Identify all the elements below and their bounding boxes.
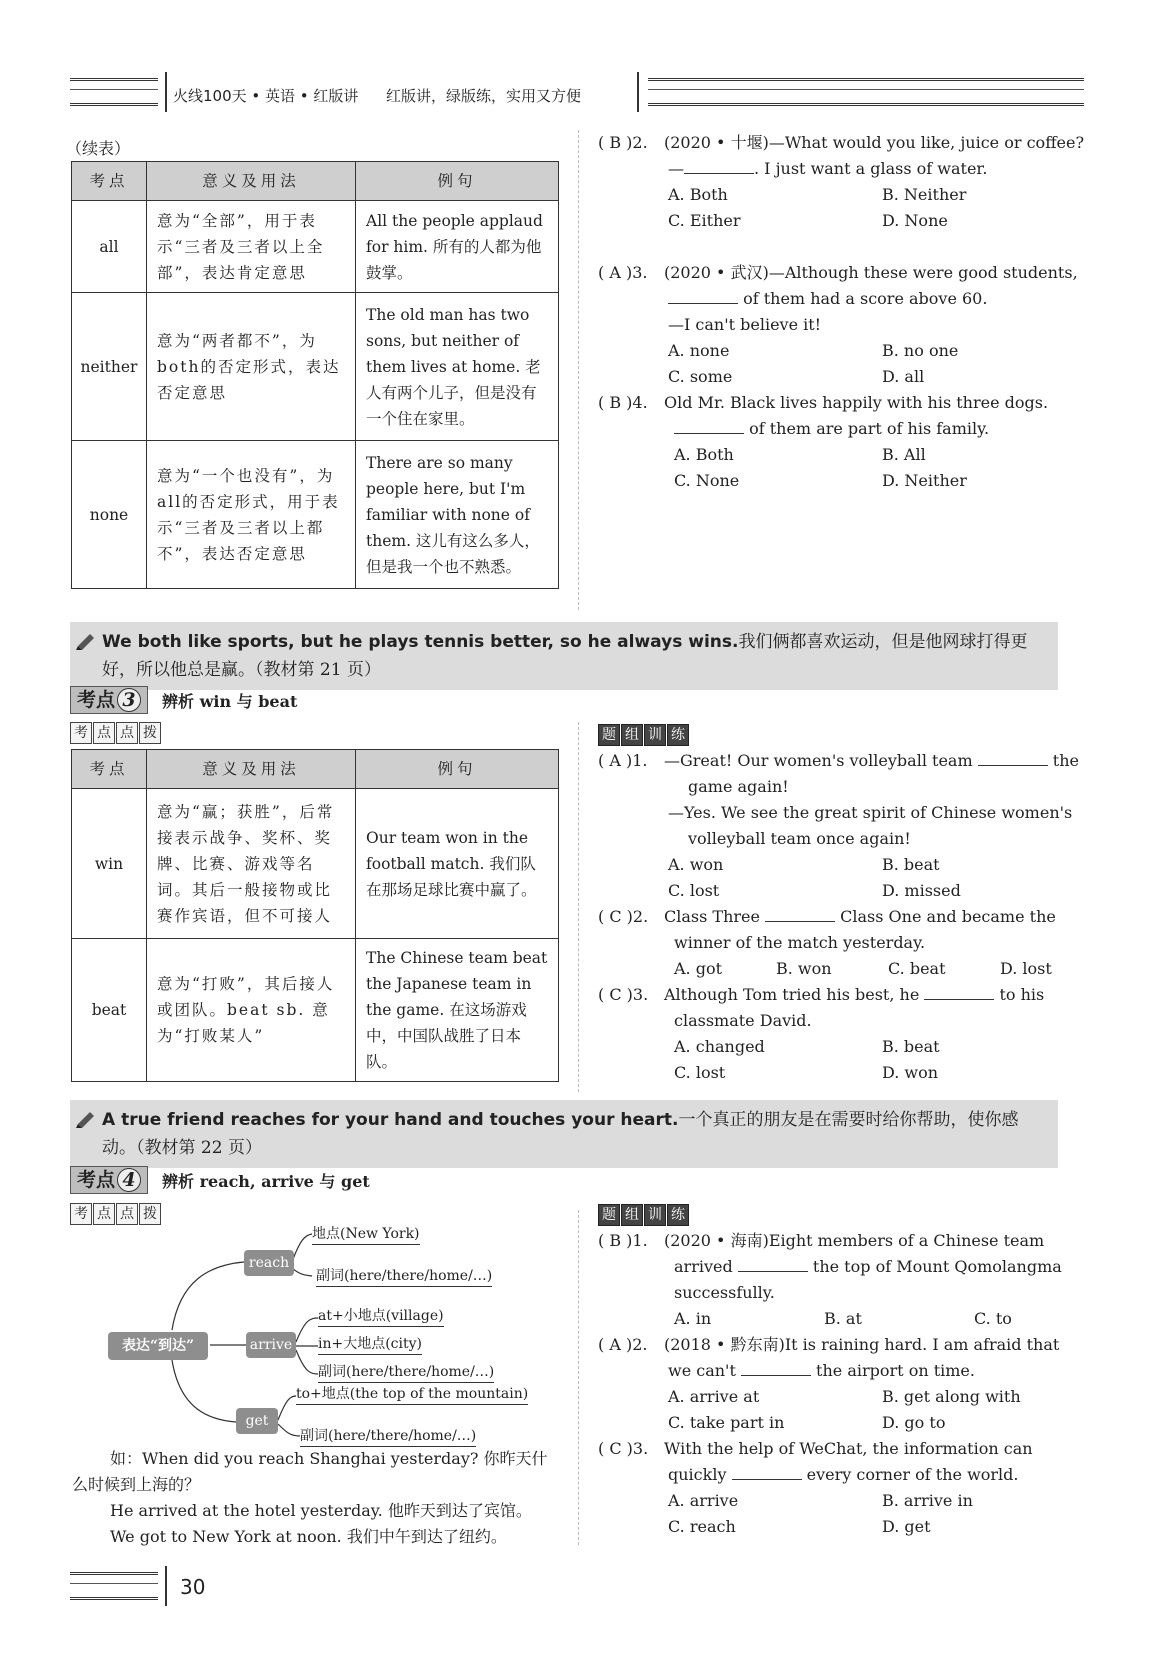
kaodian-label: 考点 3: [70, 686, 148, 714]
options-row: A. Both B. All: [674, 445, 926, 464]
options-row: A. arrive B. arrive in: [668, 1491, 973, 1510]
mindmap-leaf: in+大地点(city): [318, 1334, 422, 1355]
quiz3-item: ( A )2. (2018 • 黔东南)It is raining hard. I am afraid that we can't the airport on time. A. arrive at B. get along with C. take part in D. go to: [598, 1332, 1088, 1436]
options-row: C. lost D. missed: [668, 881, 961, 900]
quiz1-item: ( B )4. Old Mr. Black lives happily with his three dogs. of them are part of his family. A. Both B. All C. None D. Neither: [598, 390, 1088, 494]
options-row: C. lost D. won: [674, 1063, 939, 1082]
table-row-example: Our team won in the football match. 我们队在那场足球比赛中赢了。: [356, 789, 559, 939]
table-header-example: 例句: [356, 750, 559, 789]
tag-kaodian-dianbo: 考 点 点 拨: [70, 1203, 162, 1225]
table-row-word: beat: [72, 939, 147, 1082]
example-line: We got to New York at noon. 我们中午到达了纽约。: [110, 1527, 507, 1546]
footer-divider: [165, 1566, 167, 1606]
table-row-example: There are so many people here, but I'm familiar with none of them. 这儿有这么多人，但是我一个也不熟悉。: [356, 441, 559, 589]
quiz2-item: ( C )3. Although Tom tried his best, he to his classmate David. A. changed B. beat C. lost D. won: [598, 982, 1088, 1086]
mindmap-leaf: to+地点(the top of the mountain): [296, 1384, 528, 1405]
quiz2-item: ( C )2. Class Three Class One and became the winner of the match yesterday. A. got B. won C. beat D. lost: [598, 904, 1088, 982]
answer-mark: C: [609, 985, 622, 1004]
options-row: A. changed B. beat: [674, 1037, 940, 1056]
kaodian-title: 辨析 win 与 beat: [162, 691, 298, 711]
options-row: A. in B. at C. to: [674, 1309, 1012, 1328]
table-row-usage: 意为“全部”，用于表示“三者及三者以上全部”，表达肯定意思: [147, 201, 356, 293]
mindmap-node-get: get: [236, 1408, 278, 1434]
mindmap-leaf: 副词(here/there/home/…): [316, 1266, 492, 1287]
options-row: C. reach D. get: [668, 1517, 931, 1536]
question-stem: Old Mr. Black lives happily with his three dogs.: [664, 393, 1049, 412]
page-number: 30: [180, 1575, 206, 1599]
example-line: 如：When did you reach Shanghai yesterday? 你昨天什: [110, 1449, 548, 1468]
options-row: C. some D. all: [668, 367, 925, 386]
table-header-point: 考点: [72, 162, 147, 201]
answer-mark: A: [609, 1335, 621, 1354]
quiz3-item: ( C )3. With the help of WeChat, the information can quickly every corner of the world. A. arrive B. arrive in C. reach D. get: [598, 1436, 1088, 1540]
table-row-word: none: [72, 441, 147, 589]
mindmap-root: 表达“到达”: [108, 1332, 208, 1360]
tag-kaodian-dianbo: 考 点 点 拨: [70, 722, 162, 744]
table-header-example: 例句: [356, 162, 559, 201]
table-row-example: The old man has two sons, but neither of them lives at home. 老人有两个儿子，但是没有一个住在家里。: [356, 293, 559, 441]
answer-mark: A: [609, 751, 621, 770]
footer-rule: [70, 1572, 158, 1600]
tag-tizu-xunlian: 题 组 训 练: [598, 1204, 690, 1226]
quiz2-item: ( A )1. —Great! Our women's volleyball team the game again! —Yes. We see the great spirit of Chinese women's volleyball team once again! A. won B. beat C. lost D. missed: [598, 748, 1088, 904]
quiz1-item: ( B )2. (2020 • 十堰)—What would you like, juice or coffee? — . I just want a glass of water. A. Both B. Neither C. Either D. None: [598, 130, 1088, 234]
table-row-word: win: [72, 789, 147, 939]
table-row-example: All the people applaud for him. 所有的人都为他鼓掌。: [356, 201, 559, 293]
options-row: A. Both B. Neither: [668, 185, 967, 204]
question-stem: (2020 • 十堰)—What would you like, juice or coffee?: [664, 133, 1085, 152]
quiz3-item: ( B )1. (2020 • 海南)Eight members of a Chinese team arrived the top of Mount Qomolangma successfully. A. in B. at C. to: [598, 1228, 1088, 1332]
mindmap-leaf: 副词(here/there/home/…): [300, 1426, 476, 1447]
options-row: C. None D. Neither: [674, 471, 967, 490]
banner-english: A true friend reaches for your hand and touches your heart.: [102, 1110, 679, 1130]
options-row: A. arrive at B. get along with: [668, 1387, 1021, 1406]
question-stem: (2020 • 武汉)—Although these were good students,: [664, 263, 1078, 282]
table-row-example: The Chinese team beat the Japanese team in the game. 在这场游戏中，中国队战胜了日本队。: [356, 939, 559, 1082]
options-row: A. won B. beat: [668, 855, 940, 874]
options-row: A. got B. won C. beat D. lost: [674, 959, 1052, 978]
table-header-usage: 意义及用法: [147, 162, 356, 201]
kaodian-label: 考点 4: [70, 1166, 148, 1194]
mindmap-node-arrive: arrive: [246, 1332, 296, 1358]
table-header-usage: 意义及用法: [147, 750, 356, 789]
answer-mark: B: [609, 1231, 622, 1250]
tag-tizu-xunlian: 题 组 训 练: [598, 724, 690, 746]
kaodian-number: 4: [117, 1168, 141, 1192]
kaodian-title: 辨析 reach, arrive 与 get: [162, 1171, 370, 1191]
answer-mark: A: [609, 263, 621, 282]
answer-mark: B: [609, 133, 622, 152]
answer-mark: C: [609, 1439, 622, 1458]
answer-blank: [738, 1255, 808, 1272]
table-row-word: neither: [72, 293, 147, 441]
banner-chinese: 我们俩都喜欢运动，但是他网球打得更好，所以他总是赢。（教材第 21 页）: [102, 632, 1028, 680]
answer-blank: [732, 1463, 802, 1480]
mindmap-leaf: 副词(here/there/home/…): [318, 1362, 494, 1383]
table-row-usage: 意为“一个也没有”，为all的否定形式，用于表示“三者及三者以上都不”，表达否定意思: [147, 441, 356, 589]
mindmap-leaf: 地点(New York): [312, 1224, 420, 1245]
table-row-usage: 意为“打败”，其后接人或团队。beat sb. 意为“打败某人”: [147, 939, 356, 1082]
mindmap-node-reach: reach: [244, 1250, 294, 1276]
options-row: C. take part in D. go to: [668, 1413, 946, 1432]
mindmap-leaf: at+小地点(village): [318, 1306, 444, 1327]
header-slogan: 红版讲，绿版练，实用又方便: [386, 87, 582, 105]
answer-mark: C: [609, 907, 622, 926]
book-title: 火线100天 • 英语 • 红版讲: [173, 87, 359, 105]
table-row-usage: 意为“赢；获胜”，后常接表示战争、奖杯、奖牌、比赛、游戏等名词。其后一般接物或比赛作宾语，但不可接人: [147, 789, 356, 939]
banner-english: We both like sports, but he plays tennis better, so he always wins.: [102, 632, 739, 652]
table-header-point: 考点: [72, 750, 147, 789]
continued-label: （续表）: [66, 139, 131, 158]
answer-mark: B: [609, 393, 622, 412]
example-line: He arrived at the hotel yesterday. 他昨天到达了宾馆。: [110, 1501, 532, 1520]
kaodian-number: 3: [117, 688, 141, 712]
options-row: A. none B. no one: [668, 341, 959, 360]
banner-chinese: 一个真正的朋友是在需要时给你帮助，使你感动。（教材第 22 页）: [102, 1110, 1019, 1158]
options-row: C. Either D. None: [668, 211, 948, 230]
example-line: 么时候到上海的？: [72, 1475, 201, 1494]
table-row-usage: 意为“两者都不”，为both的否定形式，表达否定意思: [147, 293, 356, 441]
quiz1-item: ( A )3. (2020 • 武汉)—Although these were good students, of them had a score above 60. —I can't believe it! A. none B. no one C. some D. all: [598, 260, 1088, 390]
table-row-word: all: [72, 201, 147, 293]
answer-blank: [741, 1359, 811, 1376]
